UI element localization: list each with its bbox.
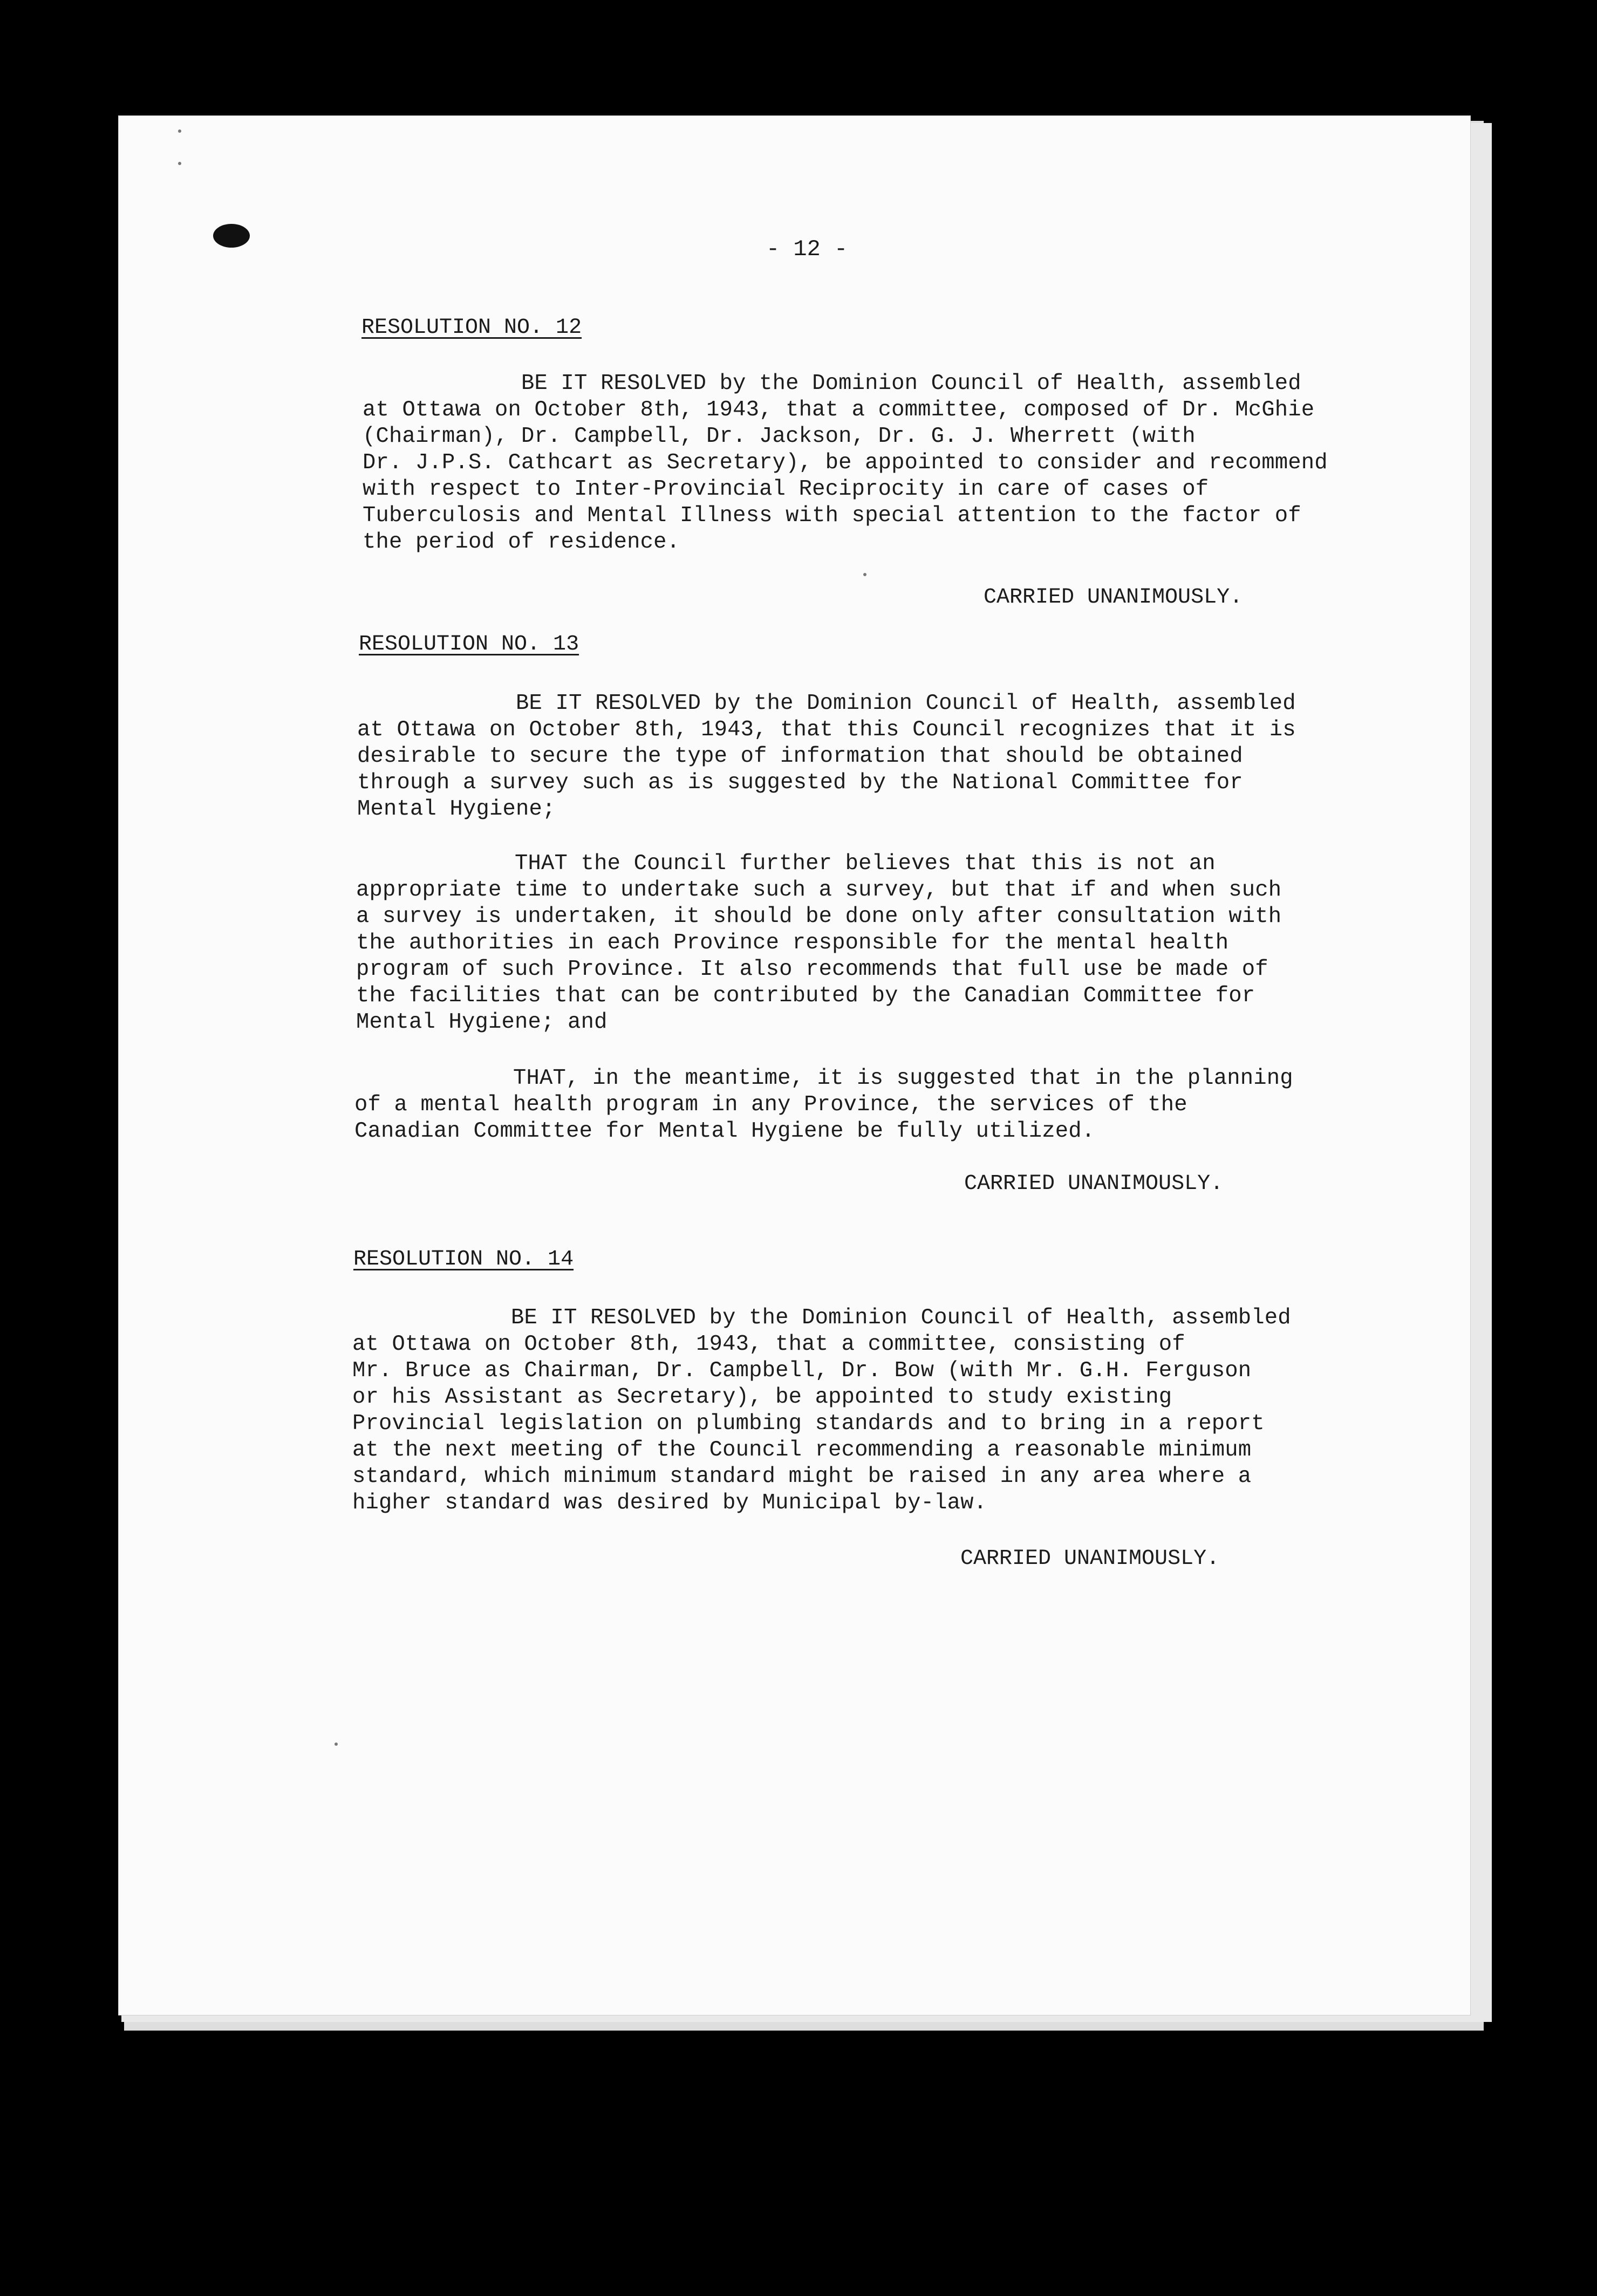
- resolution-paragraph: THAT, in the meantime, it is suggested that in the planning of a mental health program in any Province, the services of the Canadian Committee for Mental Hygiene be fully utilized.: [354, 1066, 1293, 1144]
- page-number: - 12 -: [766, 236, 848, 262]
- resolution-heading: RESOLUTION NO. 12: [361, 316, 582, 340]
- resolution-paragraph: BE IT RESOLVED by the Dominion Council of Health, assembled at Ottawa on October 8th, 1943, that a committee, composed of Dr. McGhie (Chairman), Dr. Campbell, Dr. Jackson, Dr. G. J. Wherrett (with Dr. J.P.S. Cathcart as Secretary), be appointed to consider and recommend with respect to Inter-Provincial Reciprocity in care of cases of Tuberculosis and Mental Illness with special attention to the factor of the period of residence.: [363, 371, 1328, 555]
- carried-status: CARRIED UNANIMOUSLY.: [964, 1172, 1224, 1196]
- carried-status: CARRIED UNANIMOUSLY.: [984, 585, 1243, 610]
- resolution-paragraph: THAT the Council further believes that this is not an appropriate time to undertake such a survey, but that if and when such a survey is undertaken, it should be done only after consultation with the authorities in each Province responsible for the mental health program of such Province. It also recommends that full use be made of the facilities that can be contributed by the Canadian Committee for Mental Hygiene; and: [356, 851, 1282, 1035]
- paper-speck: [178, 162, 181, 165]
- paper-speck: [178, 129, 181, 133]
- resolution-heading: RESOLUTION NO. 13: [359, 632, 579, 657]
- paper-speck: [335, 1742, 338, 1746]
- carried-status: CARRIED UNANIMOUSLY.: [960, 1547, 1220, 1571]
- paper-speck: [863, 573, 866, 576]
- resolution-paragraph: BE IT RESOLVED by the Dominion Council of Health, assembled at Ottawa on October 8th, 1943, that this Council recognizes that it is desirable to secure the type of information that should be obtained through a survey such as is suggested by the National Committee for Mental Hygiene;: [357, 691, 1296, 822]
- resolution-paragraph: BE IT RESOLVED by the Dominion Council of Health, assembled at Ottawa on October 8th, 1943, that a committee, consisting of Mr. Bruce as Chairman, Dr. Campbell, Dr. Bow (with Mr. G.H. Ferguson or his Assistant as Secretary), be appointed to study existing Provincial legislation on plumbing standards and to bring in a report at the next meeting of the Council recommending a reasonable minimum standard, which minimum standard might be raised in any area where a higher standard was desired by Municipal by-law.: [352, 1306, 1291, 1515]
- punch-hole: [213, 224, 250, 248]
- resolution-heading: RESOLUTION NO. 14: [353, 1247, 574, 1272]
